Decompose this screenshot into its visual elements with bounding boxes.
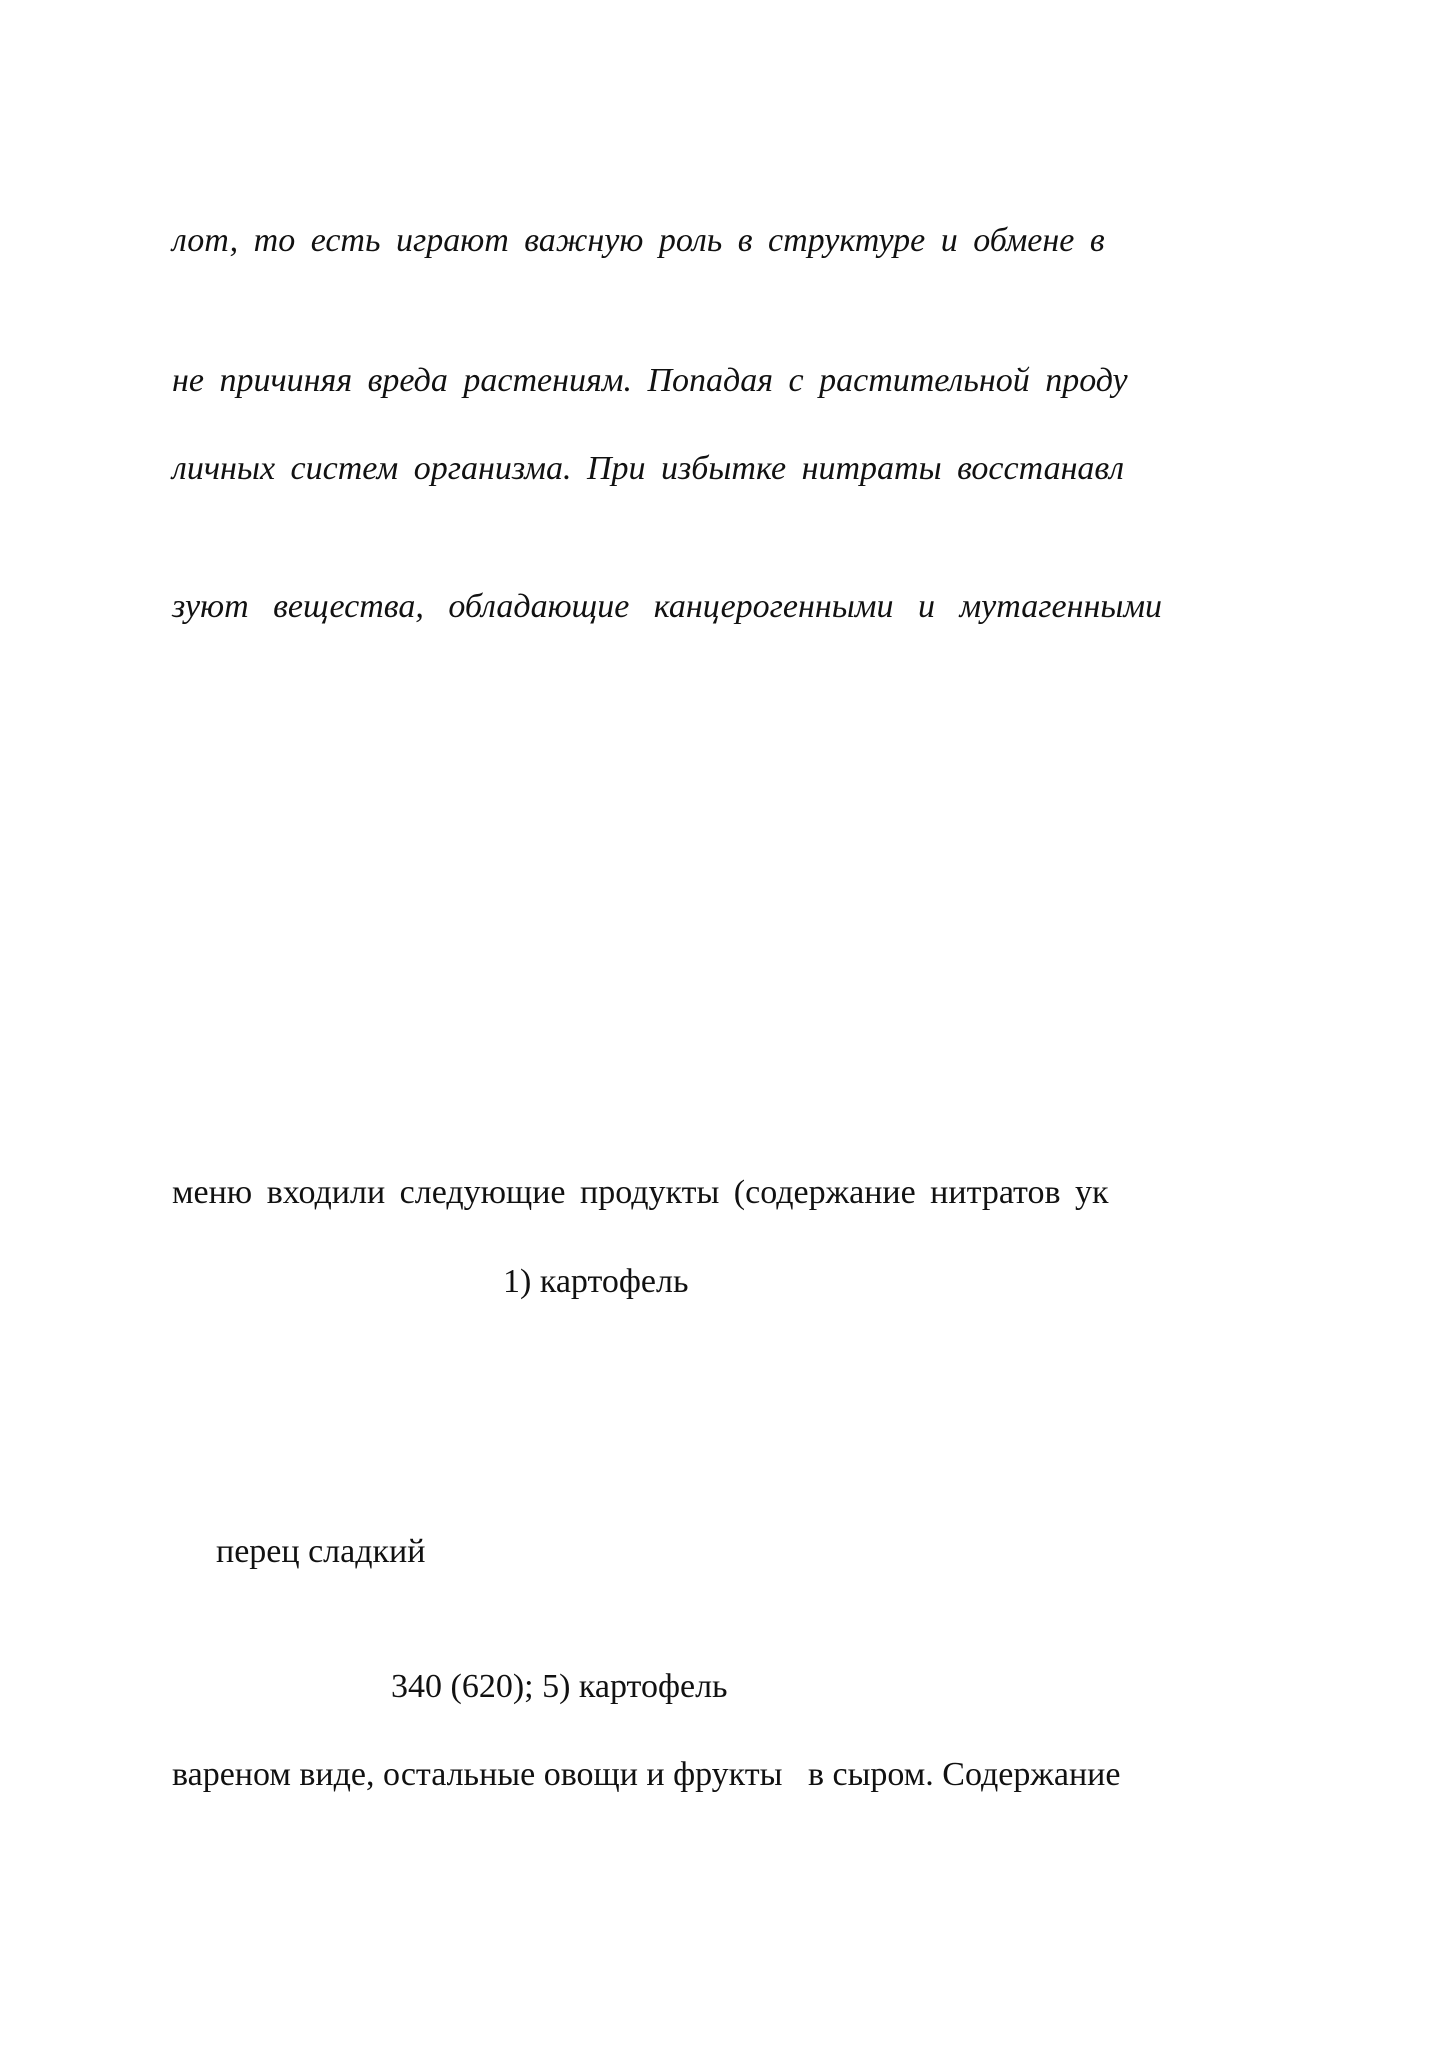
list-item-values: 340 (620); 5) картофель [391, 1668, 728, 1705]
text-line-4: зуют вещества, обладающие канцерогенными и мутагенными [172, 588, 1163, 625]
list-item-potato: 1) картофель [503, 1263, 689, 1300]
list-item-sweet-pepper: перец сладкий [216, 1533, 426, 1570]
text-line-1: лот, то есть играют важную роль в структуре и обмене в [172, 222, 1105, 259]
text-line-5: меню входили следующие продукты (содержание нитратов ук [172, 1174, 1109, 1211]
text-line-last: вареном виде, остальные овощи и фрукты в сыром. Содержание [172, 1756, 1121, 1793]
text-line-3: личных систем организма. При избытке нитраты восстанавл [172, 450, 1125, 487]
text-line-2: не причиняя вреда растениям. Попадая с растительной проду [172, 362, 1128, 399]
